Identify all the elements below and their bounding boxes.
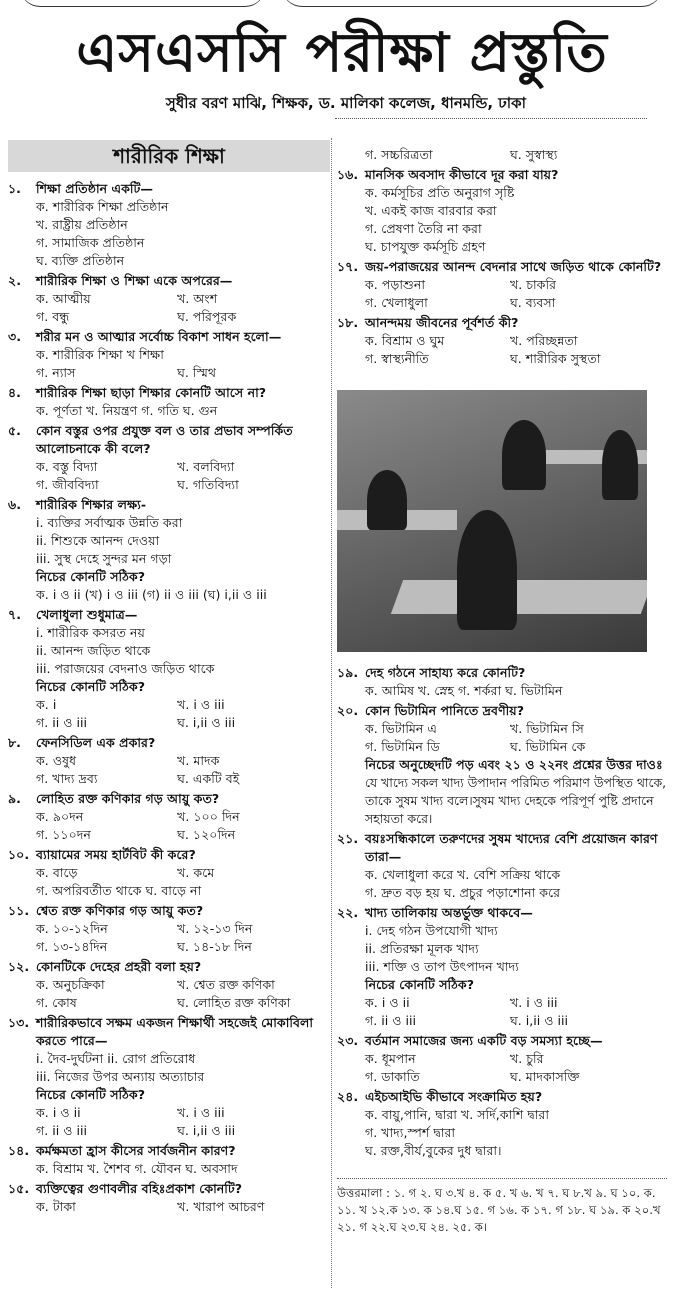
question-15 xyxy=(8,1180,330,1216)
option: খ. i ও iii xyxy=(509,995,558,1010)
option-row xyxy=(365,1012,667,1030)
question-text: শরীর মন ও আত্মার সর্বোচ্চ বিকাশ সাধন হলো— xyxy=(36,329,282,344)
option: ঘ. ভিটামিন কে xyxy=(509,739,586,754)
option-row xyxy=(36,938,330,956)
question-number: ১৫. xyxy=(8,1181,30,1196)
question-text: কোন বস্তুর ওপর প্রযুক্ত বল ও তার প্রভাব সম্পর্কিত আলোচনাকে কী বলে? xyxy=(36,423,293,456)
option: খ. মাদক xyxy=(177,753,220,768)
question-prompt: নিচের কোনটি সঠিক? xyxy=(36,569,145,584)
option: গ. স্বাস্থ্যনীতি xyxy=(365,351,429,366)
option-row xyxy=(36,458,330,476)
option: ক. i ও ii xyxy=(365,995,410,1010)
option: ঘ. গতিবিদ্যা xyxy=(177,477,239,492)
section-heading: শারীরিক শিক্ষা xyxy=(8,140,330,172)
statement: iii. পরাজয়ের বেদনাও জড়িত থাকে xyxy=(36,661,215,676)
question-8 xyxy=(8,734,330,788)
option: ক. পূর্ণতা খ. নিয়ন্ত্রণ গ. গতি ঘ. গুন xyxy=(36,403,218,418)
option: ক. ভিটামিন এ xyxy=(365,721,438,736)
option: ক. বিশ্রাম ও ঘুম xyxy=(365,333,445,348)
option: ক. i ও ii xyxy=(36,1105,81,1120)
option-row xyxy=(365,146,667,164)
question-text: শারীরিক শিক্ষা ও শিক্ষা একে অপরের— xyxy=(36,273,233,288)
question-number: ৬. xyxy=(8,497,21,512)
passage-text: যে খাদ্যে সকল খাদ্য উপাদান পরিমিত পরিমাণ উপস্থিত থাকে, তাকে সুষম খাদ্য বলে।সুষম খাদ্য দেহকে পরিপূর্ণ পুষ্টি প্রদানে সহায়তা করে। xyxy=(365,775,667,826)
question-number: ১৮. xyxy=(337,315,359,330)
question-number: ৫. xyxy=(8,423,21,438)
question-text: খাদ্য তালিকায় অন্তর্ভুক্ত থাকবে— xyxy=(365,905,533,920)
question-text: শারীরিকভাবে সক্ষম একজন শিক্ষার্থী সহজেই মোকাবিলা করতে পারে— xyxy=(36,1015,314,1048)
option-row xyxy=(36,864,330,882)
student-silhouette xyxy=(602,430,638,500)
option-row xyxy=(36,808,330,826)
question-text: মানসিক অবসাদ কীভাবে দূর করা যায়? xyxy=(365,167,559,182)
option: ঘ. i,ii ও iii xyxy=(509,1013,569,1028)
top-arc-right xyxy=(282,0,662,7)
question-5 xyxy=(8,422,330,494)
statement: iii. শক্তি ও তাপ উৎপাদন খাদ্য xyxy=(365,959,519,974)
question-number: ৮. xyxy=(8,735,21,750)
question-text: বয়ঃসন্ধিকালে তরুণদের সুষম খাদ্যের বেশি প্রয়োজন কারণ তারা— xyxy=(365,831,658,864)
question-text: কোন ভিটামিন পানিতে দ্রবণীয়? xyxy=(365,703,525,718)
option-row xyxy=(36,752,330,770)
option: খ. খারাপ আচরণ xyxy=(177,1199,265,1214)
option: খ. i ও iii xyxy=(177,1105,225,1120)
student-silhouette xyxy=(502,420,546,490)
option: গ. ১১০দন xyxy=(36,827,91,842)
question-number: ১২. xyxy=(8,959,30,974)
option: ক. ৯০দন xyxy=(36,809,84,824)
question-number: ২০. xyxy=(337,703,359,718)
option: ক. i ও ii (খ) i ও iii (গ) ii ও iii (ঘ) i,ii ও iii xyxy=(36,587,267,602)
question-number: ১৯. xyxy=(337,665,359,680)
question-4 xyxy=(8,384,330,420)
question-text: শারীরিক শিক্ষা ছাড়া শিক্ষার কোনটি আসে না? xyxy=(36,385,267,400)
option: ক. আত্মীয় xyxy=(36,291,91,306)
option-row xyxy=(36,1122,330,1140)
statement: ii. আনন্দ জড়িত থাকে xyxy=(36,643,151,658)
question-1 xyxy=(8,180,330,270)
option: গ. খেলাধুলা xyxy=(365,295,428,310)
option-row xyxy=(36,364,330,382)
option-row xyxy=(365,1050,667,1068)
option: গ. ভিটামিন ডি xyxy=(365,739,440,754)
option: ক. পড়াশুনা xyxy=(365,277,426,292)
option: ঘ. সুস্বাস্থ্য xyxy=(509,147,558,162)
question-13 xyxy=(8,1014,330,1140)
option: গ. ১৩-১৪দিন xyxy=(36,939,108,954)
question-10 xyxy=(8,846,330,900)
option: ঘ. মাদকাসক্তি xyxy=(509,1069,580,1084)
question-number: ২১. xyxy=(337,831,359,846)
question-text: জয়-পরাজয়ের আনন্দ বেদনার সাথে জড়িত থাকে কোনটি? xyxy=(365,259,662,274)
question-number: ৭. xyxy=(8,607,21,622)
answer-key: উত্তরমালা : ১. গ ২. ঘ ৩.খ ৪. ক ৫. খ ৬. খ ৭. ঘ ৮.খ ৯. ঘ ১০. ক. ১১. খ ১২.ক ১৩. ক ১৪.ঘ ১৫. গ ১৬. ক ১৭. গ ১৮. ঘ ১৯. ক ২০.খ ২১. গ ২২.ঘ ২৩.ঘ ২৪. ২৫. ক। xyxy=(337,1178,667,1236)
option: গ. খাদ্য,স্পর্শ দ্বারা xyxy=(365,1125,456,1140)
option-row xyxy=(36,920,330,938)
option: ক. ধূমপান xyxy=(365,1051,416,1066)
option: ঘ. রক্ত,বীর্য,বুকের দুধ দ্বারা। xyxy=(365,1143,502,1158)
option-row xyxy=(36,696,330,714)
question-9 xyxy=(8,790,330,844)
question-prompt: নিচের কোনটি সঠিক? xyxy=(365,977,474,992)
statement: i. ব্যক্তির সর্বাত্মক উন্নতি করা xyxy=(36,515,183,530)
question-text: শারীরিক শিক্ষার লক্ষ্য- xyxy=(36,497,147,512)
student-silhouette xyxy=(457,510,517,630)
passage-heading: নিচের অনুচ্ছেদটি পড় এবং ২১ ও ২২নং প্রশ্নের উত্তর দাওঃ xyxy=(365,757,663,772)
option: গ. ডাকাতি xyxy=(365,1069,420,1084)
question-text: দেহ গঠনে সাহায্য করে কোনটি? xyxy=(365,665,526,680)
option: খ. বলবিদ্যা xyxy=(177,459,235,474)
option: খ. অংশ xyxy=(177,291,218,306)
option: ঘ. চাপযুক্ত কর্মসূচি গ্রহণ xyxy=(365,239,486,254)
page-title: এসএসসি পরীক্ষা প্রস্তুতি xyxy=(76,21,608,84)
option: খ. ১০০ দিন xyxy=(177,809,240,824)
question-text: কর্মক্ষমতা হ্রাস কীসের সার্বজনীন কারণ? xyxy=(36,1143,236,1158)
statement: i. দেহ গঠন উপযোগী খাদ্য xyxy=(365,923,498,938)
left-column xyxy=(8,140,330,1216)
question-2 xyxy=(8,272,330,326)
option: ক. কর্মসূচির প্রতি অনুরাগ সৃষ্টি xyxy=(365,185,515,200)
question-17 xyxy=(337,258,667,312)
question-number: ১৬. xyxy=(337,167,359,182)
option: ক. বাড়ে xyxy=(36,865,78,880)
question-text: ব্যায়ামের সময় হার্টবিট কী করে? xyxy=(36,847,196,862)
option-row xyxy=(36,308,330,326)
question-number: ৯. xyxy=(8,791,21,806)
desk-shape xyxy=(391,580,647,614)
option: ঘ. ১২০দিন xyxy=(177,827,236,842)
question-number: ১. xyxy=(8,181,21,196)
option: খ. একই কাজ বারবার করা xyxy=(365,203,497,218)
byline-rule xyxy=(335,118,647,119)
option: ঘ. শারীরিক সুস্থতা xyxy=(509,351,601,366)
question-23 xyxy=(337,1032,667,1086)
question-prompt: নিচের কোনটি সঠিক? xyxy=(36,679,145,694)
option: গ. জীববিদ্যা xyxy=(36,477,99,492)
option-row xyxy=(36,826,330,844)
question-24 xyxy=(337,1088,667,1160)
option-row xyxy=(36,976,330,994)
question-22 xyxy=(337,904,667,1030)
option: গ. কোষ xyxy=(36,995,77,1010)
question-text: শিক্ষা প্রতিষ্ঠান একটি— xyxy=(36,181,153,196)
student-silhouette xyxy=(367,470,407,530)
option: ঘ. ১৪-১৮ দিন xyxy=(177,939,252,954)
option: খ. ১২-১৩ দিন xyxy=(177,921,253,936)
question-text: আনন্দময় জীবনের পূর্বশর্ত কী? xyxy=(365,315,519,330)
option: ক. অনুচক্রিকা xyxy=(36,977,105,992)
option: খ. চুরি xyxy=(509,1051,544,1066)
question-number: ১১. xyxy=(8,903,30,918)
question-number: ২. xyxy=(8,273,21,288)
question-number: ২৩. xyxy=(337,1033,359,1048)
option: ঘ. একটি বই xyxy=(177,771,240,786)
statement: i. শারীরিক কসরত নয় xyxy=(36,625,145,640)
option: ক. বায়ু,পানি, দ্বারা খ. সর্দি,কাশি দ্বারা xyxy=(365,1107,549,1122)
option: ক. i xyxy=(36,697,57,712)
question-text: ফেনসিডিল এক প্রকার? xyxy=(36,735,156,750)
option: খ. ভিটামিন সি xyxy=(509,721,584,736)
option: গ. প্রেষণা তৈরি না করা xyxy=(365,221,482,236)
top-decoration xyxy=(0,0,684,8)
option: খ. পরিচ্ছন্নতা xyxy=(509,333,578,348)
question-7 xyxy=(8,606,330,732)
question-6 xyxy=(8,496,330,604)
option: ঘ. ব্যবসা xyxy=(509,295,556,310)
option: ক. বিশ্রাম খ. শৈশব গ. যৌবন ঘ. অবসাদ xyxy=(36,1161,238,1176)
option: ঘ. পরিপূরক xyxy=(177,309,237,324)
option-row xyxy=(365,294,667,312)
option-row xyxy=(36,770,330,788)
option: খ. শ্বেত রক্ত কণিকা xyxy=(177,977,275,992)
option-row xyxy=(36,1198,330,1216)
question-text: শ্বেত রক্ত কণিকার গড় আয়ু কত? xyxy=(36,903,204,918)
option-row xyxy=(365,350,667,368)
option: ঘ. লোহিত রক্ত কণিকা xyxy=(177,995,291,1010)
question-14 xyxy=(8,1142,330,1178)
question-19 xyxy=(337,664,667,700)
question-number: ১০. xyxy=(8,847,30,862)
option-row xyxy=(365,720,667,738)
option: ঘ. i,ii ও iii xyxy=(177,1123,236,1138)
author-byline: সুধীর বরণ মাঝি, শিক্ষক, ড. মালিকা কলেজ, ধানমন্ডি, ঢাকা xyxy=(165,94,526,112)
option-row xyxy=(36,714,330,732)
option: গ. ন্যাস xyxy=(36,365,76,380)
statement: i. দৈব-দুর্ঘটনা ii. রোগ প্রতিরোধ xyxy=(36,1051,196,1066)
option: খ. রাষ্ট্রীয় প্রতিষ্ঠান xyxy=(36,217,128,232)
question-number: ১৩. xyxy=(8,1015,30,1030)
question-20 xyxy=(337,702,667,828)
question-18 xyxy=(337,314,667,368)
option: গ. সামাজিক প্রতিষ্ঠান xyxy=(36,235,145,250)
question-text: কোনটিকে দেহের প্রহরী বলা হয়? xyxy=(36,959,202,974)
option: ক. বস্তু বিদ্যা xyxy=(36,459,98,474)
question-text: লোহিত রক্ত কণিকার গড় আয়ু কত? xyxy=(36,791,220,806)
question-12 xyxy=(8,958,330,1012)
question-number: ১৪. xyxy=(8,1143,30,1158)
question-text: খেলাধুলা শুধুমাত্র— xyxy=(36,607,138,622)
option: খ. কমে xyxy=(177,865,215,880)
option-row xyxy=(365,1068,667,1086)
question-number: ৪. xyxy=(8,385,21,400)
statement: iii. সুস্থ দেহে সুন্দর মন গড়া xyxy=(36,551,172,566)
option: গ. বন্ধু xyxy=(36,309,70,324)
question-16 xyxy=(337,166,667,256)
question-text: বর্তমান সমাজের জন্য একটি বড় সমস্যা হচ্ছে— xyxy=(365,1033,603,1048)
option: গ. দ্রুত বড় হয় ঘ. প্রচুর পড়াশোনা করে xyxy=(365,885,561,900)
exam-hall-photo xyxy=(337,390,647,652)
option-row xyxy=(36,476,330,494)
question-number: ৩. xyxy=(8,329,21,344)
option-row xyxy=(365,738,667,756)
option: ক. খেলাধুলা করে খ. বেশি সক্রিয় থাকে xyxy=(365,867,561,882)
question-text: এইচআইভি কীভাবে সংক্রামিত হয়? xyxy=(365,1089,543,1104)
option: ঘ. ব্যক্তি প্রতিষ্ঠান xyxy=(36,253,125,268)
option: ক. শারীরিক শিক্ষা প্রতিষ্ঠান xyxy=(36,199,169,214)
question-number: ২২. xyxy=(337,905,359,920)
option: ক. টাকা xyxy=(36,1199,76,1214)
top-arc-left xyxy=(20,0,265,7)
question-number: ২৪. xyxy=(337,1089,359,1104)
option: ঘ. স্মিথ xyxy=(177,365,217,380)
option: গ. খাদ্য দ্রব্য xyxy=(36,771,98,786)
option: গ. ii ও iii xyxy=(36,715,88,730)
option: ক. ওষুধ xyxy=(36,753,77,768)
option: খ. i ও iii xyxy=(177,697,225,712)
option: ঘ. i,ii ও iii xyxy=(177,715,236,730)
right-column xyxy=(337,146,667,1236)
option: খ. চাকরি xyxy=(509,277,557,292)
option: গ. অপরিবর্তীত থাকে ঘ. বাড়ে না xyxy=(36,883,202,898)
statement: iii. নিজের উপর অন্যায় অত্যাচার xyxy=(36,1069,205,1084)
option: ক. শারীরিক শিক্ষা খ শিক্ষা xyxy=(36,347,164,362)
option-row xyxy=(365,276,667,294)
question-text: ব্যক্তিত্বের গুণাবলীর বহিঃপ্রকাশ কোনটি? xyxy=(36,1181,243,1196)
question-number: ১৭. xyxy=(337,259,359,274)
option: গ. ii ও iii xyxy=(36,1123,88,1138)
statement: ii. প্রতিরক্ষা মূলক খাদ্য xyxy=(365,941,479,956)
option-row xyxy=(36,1104,330,1122)
option: ক. আমিষ খ. স্নেহ গ. শর্করা ঘ. ভিটামিন xyxy=(365,683,563,698)
option: গ. ii ও iii xyxy=(365,1013,417,1028)
question-21 xyxy=(337,830,667,902)
option-row xyxy=(36,994,330,1012)
option: গ. সচ্চরিত্রতা xyxy=(365,147,433,162)
option: ক. ১০-১২দিন xyxy=(36,921,108,936)
option-row xyxy=(36,290,330,308)
option-row xyxy=(365,994,667,1012)
question-3 xyxy=(8,328,330,382)
statement: ii. শিশুকে আনন্দ দেওয়া xyxy=(36,533,160,548)
column-divider xyxy=(331,138,332,1288)
question-11 xyxy=(8,902,330,956)
question-prompt: নিচের কোনটি সঠিক? xyxy=(36,1087,145,1102)
option-row xyxy=(365,332,667,350)
